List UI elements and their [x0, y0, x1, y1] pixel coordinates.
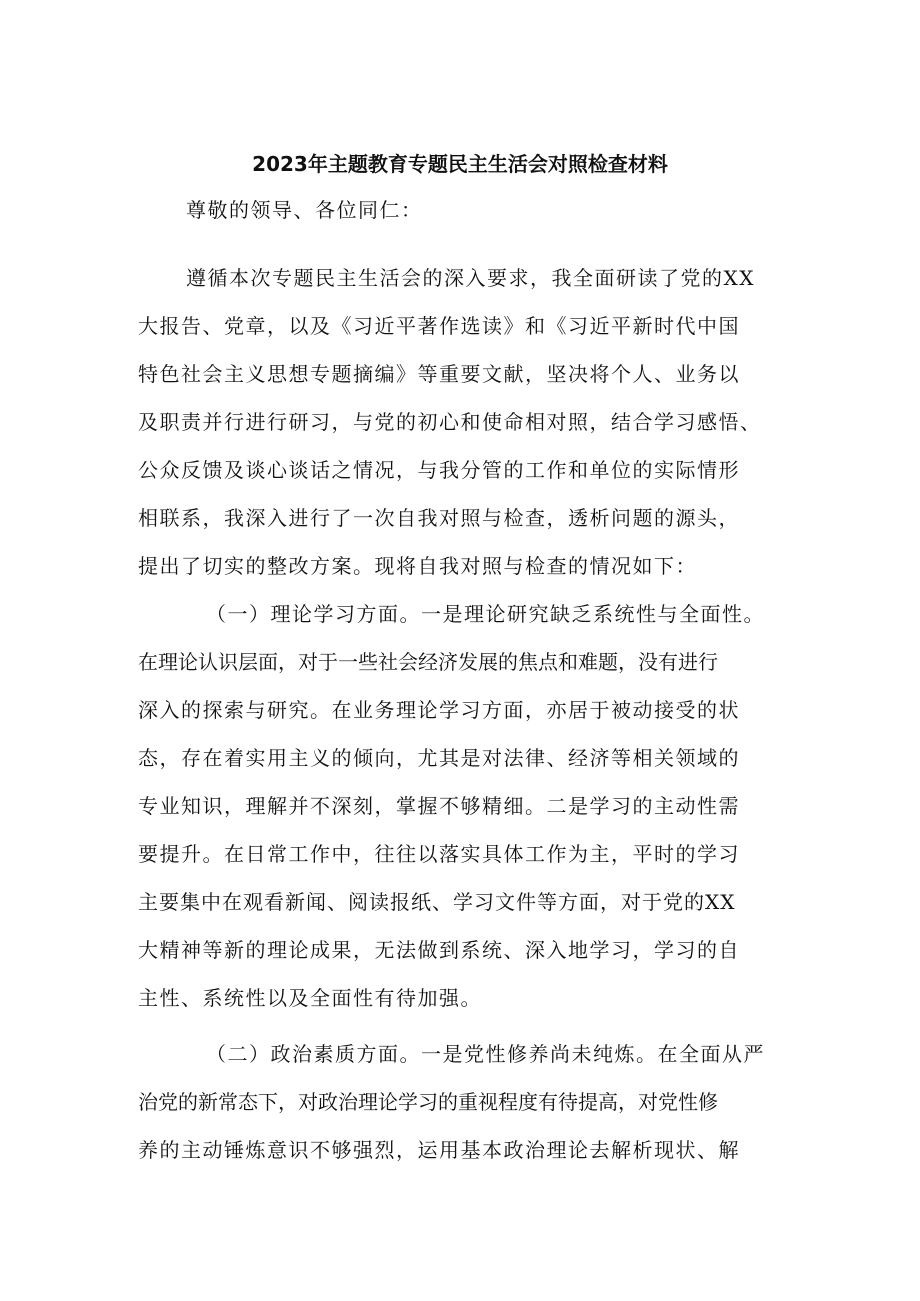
paragraph-2-line: 深入的探索与研究。在业务理论学习方面，亦居于被动接受的状: [138, 698, 740, 722]
paragraph-2-line: 要提升。在日常工作中，往往以落实具体工作为主，平时的学习: [138, 842, 740, 866]
paragraph-2-line: 专业知识，理解并不深刻，掌握不够精细。二是学习的主动性需: [138, 794, 740, 818]
paragraph-2-line: 态，存在着实用主义的倾向，尤其是对法律、经济等相关领域的: [138, 746, 740, 770]
paragraph-2-line: 大精神等新的理论成果，无法做到系统、深入地学习，学习的自: [138, 938, 740, 962]
document-title: 2023年主题教育专题民主生活会对照检查材料: [252, 152, 668, 176]
paragraph-3-line: （二）政治素质方面。一是党性修养尚未纯炼。在全面从严: [206, 1042, 765, 1066]
paragraph-1-line: 特色社会主义思想专题摘编》等重要文献，坚决将个人、业务以: [138, 362, 740, 386]
paragraph-2-line: 主要集中在观看新闻、阅读报纸、学习文件等方面，对于党的XX: [138, 890, 736, 914]
paragraph-1-line: 及职责并行进行研习，与党的初心和使命相对照，结合学习感悟、: [138, 410, 762, 434]
paragraph-2-line: （一）理论学习方面。一是理论研究缺乏系统性与全面性。: [206, 602, 765, 626]
paragraph-2-line: 主性、系统性以及全面性有待加强。: [138, 986, 482, 1010]
paragraph-3-line: 治党的新常态下，对政治理论学习的重视程度有待提高，对党性修: [138, 1090, 718, 1114]
paragraph-1-line: 相联系，我深入进行了一次自我对照与检查，透析问题的源头，: [138, 506, 740, 530]
paragraph-1-line: 遵循本次专题民主生活会的深入要求，我全面研读了党的XX: [186, 266, 755, 290]
paragraph-1-line: 大报告、党章，以及《习近平著作选读》和《习近平新时代中国: [138, 314, 740, 338]
greeting: 尊敬的领导、各位同仁：: [186, 198, 423, 222]
paragraph-3-line: 养的主动锤炼意识不够强烈，运用基本政治理论去解析现状、解: [138, 1138, 740, 1162]
paragraph-1-line: 提出了切实的整改方案。现将自我对照与检查的情况如下：: [138, 554, 697, 578]
paragraph-2-line: 在理论认识层面，对于一些社会经济发展的焦点和难题，没有进行: [138, 650, 718, 674]
paragraph-1-line: 公众反馈及谈心谈话之情况，与我分管的工作和单位的实际情形: [138, 458, 740, 482]
